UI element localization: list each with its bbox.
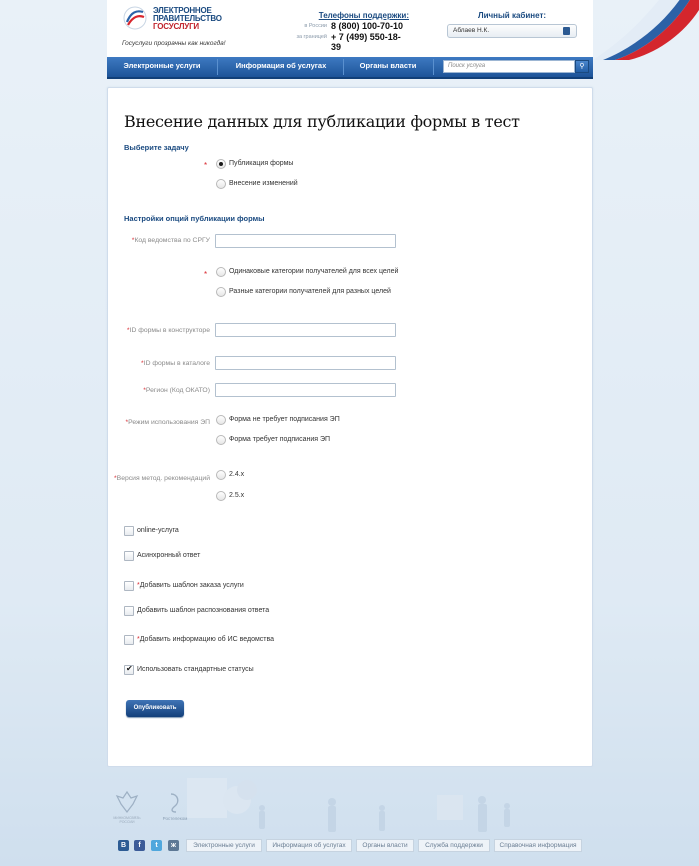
code-label: *Код ведомства по СРГУ <box>131 237 210 244</box>
page-header <box>107 0 593 57</box>
radio-different-categories-label[interactable]: Разные категории получателей для разных целей <box>229 288 391 295</box>
rostelecom-label: Ростелеком <box>162 816 188 821</box>
logout-icon[interactable] <box>563 27 570 35</box>
twitter-icon[interactable]: t <box>151 840 162 851</box>
radio-publish-form[interactable] <box>216 159 226 169</box>
checkbox-standard-statuses-label[interactable]: Использовать стандартные статусы <box>137 666 254 673</box>
radio-ep-not-required-label[interactable]: Форма не требует подписания ЭП <box>229 416 340 423</box>
region-input[interactable] <box>215 383 396 397</box>
code-input[interactable] <box>215 234 396 248</box>
page-title: Внесение данных для публикации формы в тест <box>124 112 520 131</box>
phone-abroad <box>289 32 409 52</box>
checkbox-is-info-text: Добавить информацию об ИС ведомства <box>139 636 275 643</box>
nav-electronic-services[interactable]: Электронные услуги <box>123 61 201 70</box>
id-catalog-input[interactable] <box>215 356 396 370</box>
checkbox-async-response[interactable] <box>124 551 134 561</box>
nav-divider <box>433 59 434 75</box>
region-label-text: Регион (Код ОКАТО) <box>145 387 210 394</box>
radio-ep-required[interactable] <box>216 435 226 445</box>
livejournal-icon[interactable]: ж <box>168 840 179 851</box>
version-label: *Версия метод. рекомендаций <box>114 475 210 482</box>
radio-publish-form-label[interactable]: Публикация формы <box>229 160 294 167</box>
cabinet-title: Личный кабинет: <box>477 11 547 20</box>
phone-abroad-label: за границей <box>296 34 327 40</box>
id-constructor-label-text: ID формы в конструкторе <box>129 327 210 334</box>
radio-ep-not-required[interactable] <box>216 415 226 425</box>
options-section-title: Настройки опций публикации формы <box>124 214 265 223</box>
support-phones <box>289 11 409 52</box>
user-menu[interactable] <box>447 24 577 38</box>
footer-link-authorities[interactable]: Органы власти <box>356 839 414 852</box>
checkbox-is-info[interactable] <box>124 635 134 645</box>
code-label-text: Код ведомства по СРГУ <box>134 237 210 244</box>
checkbox-online-service[interactable] <box>124 526 134 536</box>
radio-version-2-4[interactable] <box>216 470 226 480</box>
gosuslugi-logo-icon[interactable] <box>123 6 147 30</box>
minsvyaz-label: МИНКОМСВЯЗЬ РОССИИ <box>113 816 141 824</box>
logo-line-2: ПРАВИТЕЛЬСТВО <box>153 14 222 23</box>
personal-cabinet <box>447 11 577 38</box>
radio-version-2-5[interactable] <box>216 491 226 501</box>
nav-divider <box>217 59 218 75</box>
region-label: *Регион (Код ОКАТО) <box>143 387 210 394</box>
task-section-title: Выберите задачу <box>124 143 189 152</box>
radio-version-2-5-label[interactable]: 2.5.x <box>229 492 245 499</box>
phone-russia-number: 8 (800) 100-70-10 <box>331 21 404 31</box>
logo-line-1: ЭЛЕКТРОННОЕ <box>153 6 212 15</box>
radio-ep-required-label[interactable]: Форма требует подписания ЭП <box>229 436 331 443</box>
radio-different-categories[interactable] <box>216 287 226 297</box>
ep-label: *Режим использования ЭП <box>125 419 210 426</box>
facebook-icon[interactable]: f <box>134 840 145 851</box>
phone-abroad-number: + 7 (499) 550-18-39 <box>331 32 401 52</box>
radio-version-2-4-label[interactable]: 2.4.x <box>229 471 245 478</box>
rostelecom-logo[interactable] <box>158 790 192 821</box>
footer-link-reference[interactable]: Справочная информация <box>494 839 582 852</box>
checkbox-order-template-text: Добавить шаблон заказа услуги <box>139 582 244 589</box>
footer-link-electronic-services[interactable]: Электронные услуги <box>186 839 262 852</box>
required-mark: * <box>204 161 208 170</box>
footer-link-services-info[interactable]: Информация об услугах <box>266 839 352 852</box>
id-constructor-input[interactable] <box>215 323 396 337</box>
phone-russia-label: в России <box>304 23 327 29</box>
radio-make-changes-label[interactable]: Внесение изменений <box>229 180 298 187</box>
logo-text[interactable] <box>153 7 222 31</box>
id-catalog-label: *ID формы в каталоге <box>141 360 210 367</box>
id-constructor-label: *ID формы в конструкторе <box>126 327 210 334</box>
radio-same-categories[interactable] <box>216 267 226 277</box>
minsvyaz-logo[interactable] <box>113 790 141 824</box>
version-label-text: Версия метод. рекомендаций <box>116 475 210 482</box>
search-icon: ⚲ <box>579 63 585 70</box>
main-nav <box>107 57 593 79</box>
required-mark: * <box>204 270 208 279</box>
checkbox-online-service-label[interactable]: online-услуга <box>137 527 179 534</box>
form-card <box>107 87 593 767</box>
eagle-emblem-icon <box>113 790 141 814</box>
slogan: Госуслуги прозрачны как никогда! <box>122 40 226 47</box>
ep-label-text: Режим использования ЭП <box>128 419 210 426</box>
flag-decoration <box>593 0 699 60</box>
checkbox-order-template-label[interactable]: *Добавить шаблон заказа услуги <box>137 582 244 589</box>
user-name: Аблаев Н.К. <box>453 27 490 34</box>
rostelecom-icon <box>158 790 192 814</box>
footer-link-support[interactable]: Служба поддержки <box>418 839 490 852</box>
nav-services-info[interactable]: Информация об услугах <box>235 61 327 70</box>
logo-line-3: ГОСУСЛУГИ <box>153 22 199 31</box>
nav-authorities[interactable]: Органы власти <box>359 61 417 70</box>
checkbox-recognition-template[interactable] <box>124 606 134 616</box>
checkbox-recognition-template-label[interactable]: Добавить шаблон распознования ответа <box>137 607 270 614</box>
vk-icon[interactable]: В <box>118 840 129 851</box>
radio-same-categories-label[interactable]: Одинаковые категории получателей для всех целей <box>229 268 399 275</box>
checkbox-order-template[interactable] <box>124 581 134 591</box>
search-input[interactable]: Поиск услуга <box>443 60 575 73</box>
header-bar <box>107 0 593 57</box>
nav-divider <box>343 59 344 75</box>
checkbox-standard-statuses[interactable] <box>124 665 134 675</box>
phones-title[interactable]: Телефоны поддержки: <box>318 11 409 20</box>
checkbox-is-info-label[interactable]: *Добавить информацию об ИС ведомства <box>137 636 275 643</box>
search-button[interactable] <box>575 60 589 73</box>
phone-russia <box>289 21 409 31</box>
radio-make-changes[interactable] <box>216 179 226 189</box>
publish-button[interactable]: Опубликовать <box>126 700 184 717</box>
id-catalog-label-text: ID формы в каталоге <box>143 360 210 367</box>
checkbox-async-response-label[interactable]: Асинхронный ответ <box>137 552 201 559</box>
